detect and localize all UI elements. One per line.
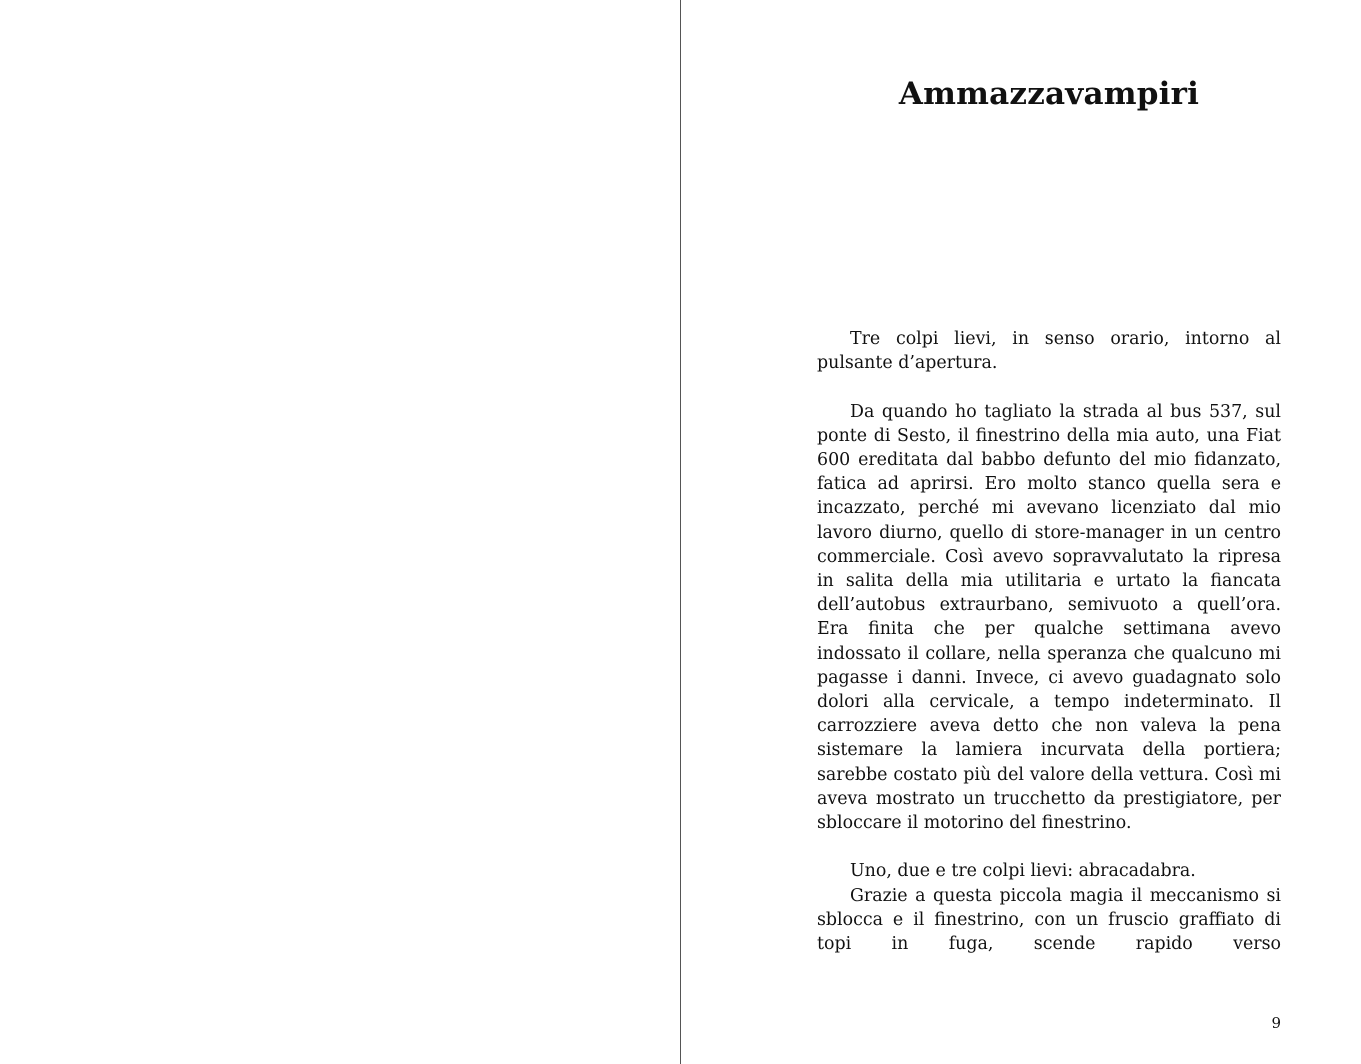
paragraph: Uno, due e tre colpi lievi: abracadabra. [850,861,1196,882]
paragraph: Tre colpi lievi, in senso orario, intorno al pulsante d’apertura. [817,329,1281,374]
right-page [681,0,1361,1064]
left-page-blank [0,0,680,1064]
chapter-body [817,327,1281,956]
paragraph: Da quando ho tagliato la strada al bus 537, sul ponte di Sesto, il finestrino della mia auto, una Fiat 600 ereditata dal babbo defunto del mio fidanzato, fatica ad aprirsi. Ero molto stanco quella sera e incazzato, perché mi avevano licenziato dal mio lavoro diurno, quello di store-manager in un centro commerciale. Così avevo sopravvalutato la ripresa in salita della mia utilitaria e urtato la fiancata dell’autobus extraurbano, semivuoto a quell’ora. Era finita che per qualche settimana avevo indossato il collare, nella speranza che qualcuno mi pagasse i danni. Invece, ci avevo guadagnato solo dolori alla cervicale, a tempo indeterminato. Il carrozziere aveva detto che non valeva la pena sistemare la lamiera incurvata della portiera; sarebbe costato più del valore della vettura. Così mi aveva mostrato un trucchetto da prestigiatore, per sbloccare il motorino del finestrino. [817,401,1281,834]
chapter-title: Ammazzavampiri [898,76,1200,112]
page-number: 9 [1271,1014,1281,1032]
paragraph: Grazie a questa piccola magia il meccanismo si sblocca e il finestrino, con un fruscio graffiato di topi in fuga, scende rapido verso [817,885,1281,955]
